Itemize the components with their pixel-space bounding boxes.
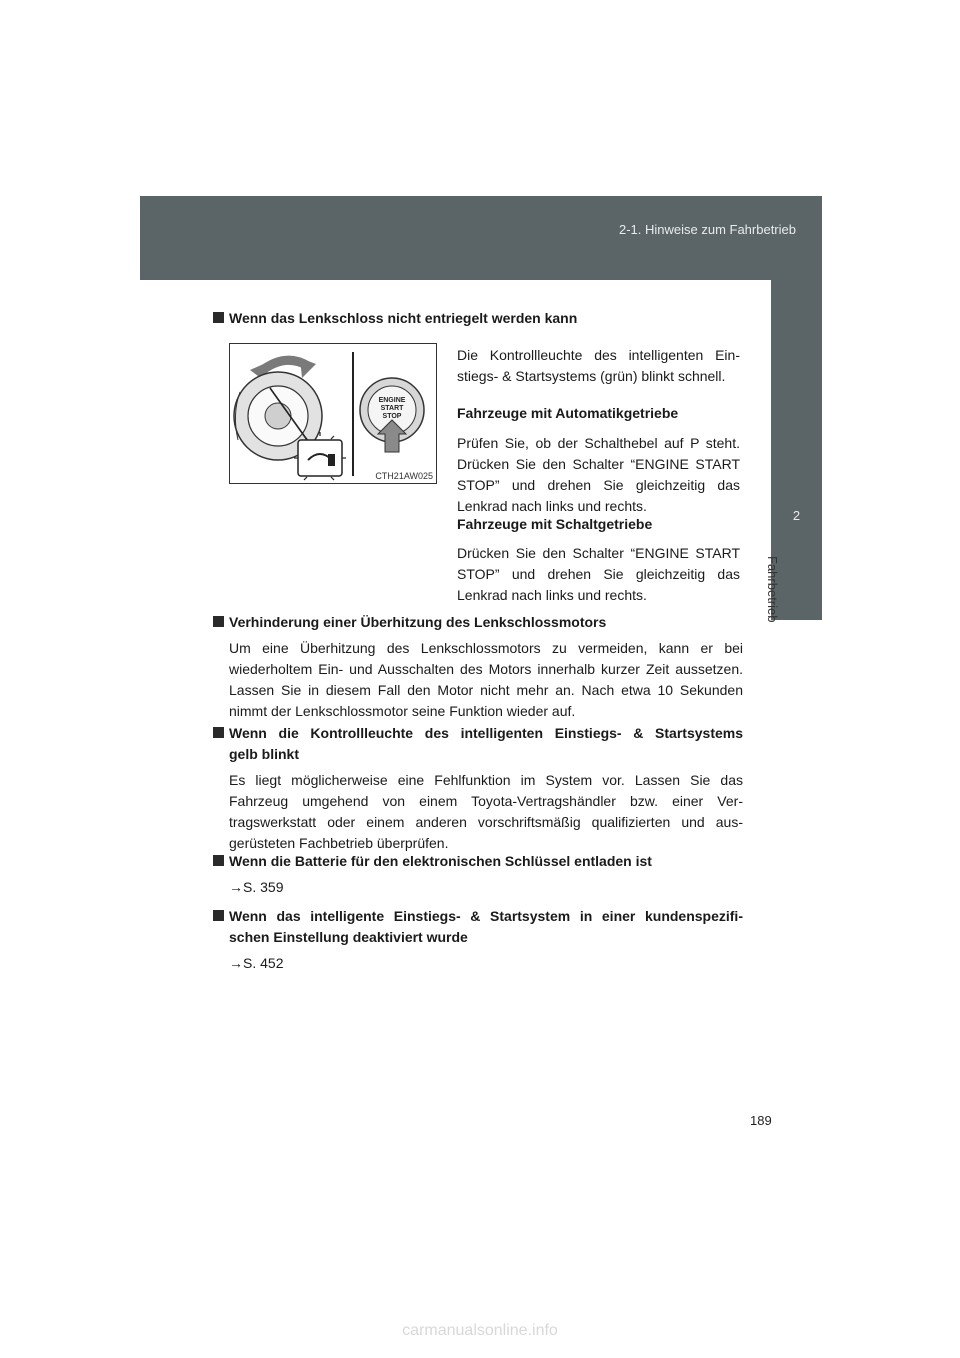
figure-code: CTH21AW025 — [375, 471, 433, 481]
engine-label: ENGINE — [378, 397, 406, 404]
watermark: carmanualsonline.info — [402, 1322, 558, 1339]
section-title: 2-1. Hinweise zum Fahrbetrieb — [618, 222, 796, 237]
manual-subheading: Fahrzeuge mit Schaltgetriebe — [457, 516, 653, 532]
automatic-text: Prüfen Sie, ob der Schalthebel auf P steht. Drücken Sie den Schalter “ENGINE START STOP” und drehen Sie gleichzeitig das Lenkrad nach links und rechts. — [457, 435, 740, 514]
page-number: 189 — [750, 1113, 772, 1128]
bullet-square-icon — [213, 727, 224, 738]
chapter-number: 2 — [792, 508, 801, 523]
customized-reference[interactable]: →S. 452 — [229, 955, 284, 971]
lock-intro-text: Die Kontrollleuchte des intelligenten Einstiegs- & Startsystems (grün) blinkt schnell. — [457, 347, 740, 384]
bullet-square-icon — [213, 910, 224, 921]
overheat-text: Um eine Überhitzung des Lenkschlossmotors zu vermeiden, kann er bei wiederholtem Ein- und Ausschalten des Motors innerhalb kurzer Zeit aussetzen. Lassen Sie in diesem Fall den Motor nicht mehr an. Nach etwa 10 Sekunden nimmt der Lenkschlossmotor seine Funktion wieder auf. — [229, 640, 743, 719]
chapter-label: Fahrbetrieb — [765, 556, 780, 623]
yellow-light-text: Es liegt möglicherweise eine Fehlfunktion im System vor. Lassen Sie das Fahrzeug umgehend von einem Toyota-Vertragshändler bzw. einer Vertragswerkstatt oder einem anderen vorschriftsmäßig qualifizierten und ausgerüsteten Fachbetrieb überprüfen. — [229, 772, 743, 851]
heading-yellow-light: Wenn die Kontrollleuchte des intelligenten Einstiegs- & Startsystems gelb blinkt — [213, 723, 743, 765]
chapter-header-bar — [140, 196, 822, 280]
manual-text: Drücken Sie den Schalter “ENGINE START STOP” und drehen Sie gleichzeitig das Lenkrad nach links und rechts. — [457, 545, 740, 603]
bullet-square-icon — [213, 312, 224, 323]
bullet-square-icon — [213, 616, 224, 627]
side-bar — [771, 280, 822, 472]
battery-reference[interactable]: →S. 359 — [229, 879, 284, 895]
heading-steering-lock: Wenn das Lenkschloss nicht entriegelt werden kann — [213, 308, 577, 329]
start-label: START — [380, 405, 404, 412]
reference-arrow-icon: → — [229, 879, 243, 895]
reference-arrow-icon: → — [229, 955, 243, 971]
steering-lock-illustration — [229, 343, 437, 484]
automatic-subheading: Fahrzeuge mit Automatikgetriebe — [457, 405, 679, 421]
heading-customized: Wenn das intelligente Einstiegs- & Startsystem in einer kundenspezifi- schen Einstellung deaktiviert wurde — [213, 906, 743, 948]
heading-battery: Wenn die Batterie für den elektronischen Schlüssel entladen ist — [213, 851, 652, 872]
bullet-square-icon — [213, 855, 224, 866]
steering-wheel-engine-button-icon — [230, 344, 436, 483]
heading-overheat: Verhinderung einer Überhitzung des Lenkschlossmotors — [213, 612, 606, 633]
stop-label: STOP — [382, 413, 402, 420]
